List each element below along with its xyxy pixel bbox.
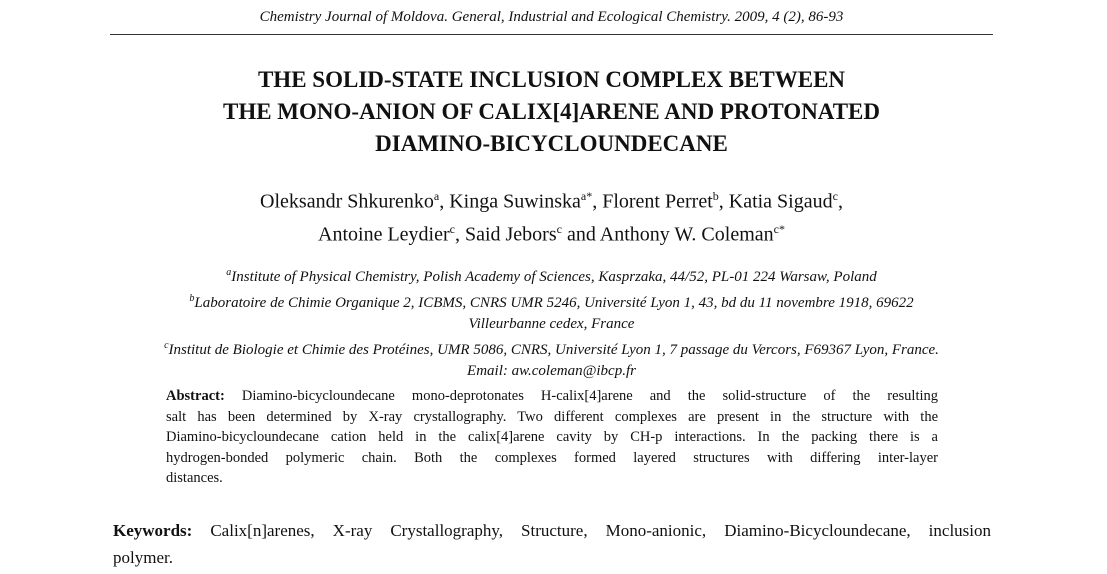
affiliation-text: Laboratoire de Chimie Organique 2, ICBMS, CNRS UMR 5246, Université Lyon 1, 43, bd du 11 novembre 1918, 69622 xyxy=(194,295,914,311)
affiliation-text: Institut de Biologie et Chimie des Protéines, UMR 5086, CNRS, Université Lyon 1, 7 passage du Vercors, F69367 Lyon, France. xyxy=(168,342,939,358)
author-separator: , xyxy=(837,190,843,213)
abstract-line xyxy=(166,386,938,407)
abstract-line: Diamino-bicycloundecane cation held in the calix[4]arene cavity by CH-p interactions. In the packing there is a xyxy=(166,429,938,445)
author-affiliation-mark: c* xyxy=(773,221,785,236)
keywords xyxy=(113,517,991,571)
abstract-text: Diamino-bicycloundecane mono-deprotonates H-calix[4]arene and the solid-structure of the resulting xyxy=(241,388,938,404)
abstract-line: salt has been determined by X-ray crystallography. Two different complexes are present in the structure with the xyxy=(166,408,938,425)
keywords-line: polymer. xyxy=(113,548,173,567)
author-separator: , xyxy=(439,190,450,213)
author-line xyxy=(110,216,993,249)
author-separator: , xyxy=(718,190,729,213)
author-name: Antoine Leydier xyxy=(318,223,450,246)
abstract xyxy=(166,386,938,489)
abstract-label: Abstract: xyxy=(166,388,225,404)
author-name: Said Jebors xyxy=(464,223,557,246)
affiliation-mark: a xyxy=(226,267,232,278)
author-line xyxy=(110,183,993,216)
affiliation-b xyxy=(100,288,1003,314)
abstract-line: hydrogen-bonded polymeric chain. Both the complexes formed layered structures with differing inter-layer xyxy=(166,449,938,466)
author-separator: , xyxy=(454,223,465,246)
author-affiliation-mark: c xyxy=(832,189,838,203)
affiliation-a xyxy=(100,262,1003,288)
affiliation-mark: c xyxy=(164,340,169,351)
keywords-text: Calix[n]arenes, X-ray Crystallography, Structure, Mono-anionic, Diamino-Bicycloundecane, inclusion xyxy=(210,521,991,540)
author-name: Katia Sigaud xyxy=(728,190,833,213)
author-affiliation-mark: b xyxy=(712,189,719,203)
author-separator: and xyxy=(561,223,600,246)
header-divider xyxy=(110,34,993,35)
affiliation-b-continued: Villeurbanne cedex, France xyxy=(468,316,635,332)
title-line: THE SOLID-STATE INCLUSION COMPLEX BETWEEN xyxy=(257,67,846,92)
author-list xyxy=(110,183,993,248)
journal-citation: Chemistry Journal of Moldova. General, Industrial and Ecological Chemistry. 2009, 4 (2), 86-93 xyxy=(259,9,844,25)
author-name: Anthony W. Coleman xyxy=(599,223,774,246)
abstract-line: distances. xyxy=(166,470,223,486)
keywords-line xyxy=(113,517,991,544)
affiliation-text: Institute of Physical Chemistry, Polish Academy of Sciences, Kasprzaka, 44/52, PL-01 224 Warsaw, Poland xyxy=(231,269,877,285)
title-line: THE MONO-ANION OF CALIX[4]ARENE AND PROTONATED xyxy=(222,99,881,124)
author-separator: , xyxy=(592,190,603,213)
author-name: Oleksandr Shkurenko xyxy=(260,190,434,213)
affiliation-mark: b xyxy=(189,293,195,304)
author-name: Kinga Suwinska xyxy=(449,190,581,213)
affiliation-list xyxy=(100,262,1003,382)
title-line: DIAMINO-BICYCLOUNDECANE xyxy=(375,131,728,156)
contact-email: Email: aw.coleman@ibcp.fr xyxy=(467,363,636,379)
author-name: Florent Perret xyxy=(602,190,713,213)
paper-title xyxy=(110,64,993,160)
author-affiliation-mark: a xyxy=(433,189,440,203)
author-affiliation-mark: c xyxy=(556,221,562,236)
author-affiliation-mark: c xyxy=(449,221,455,236)
affiliation-c xyxy=(100,335,1003,361)
keywords-label: Keywords: xyxy=(113,521,193,540)
author-affiliation-mark: a* xyxy=(580,189,593,203)
